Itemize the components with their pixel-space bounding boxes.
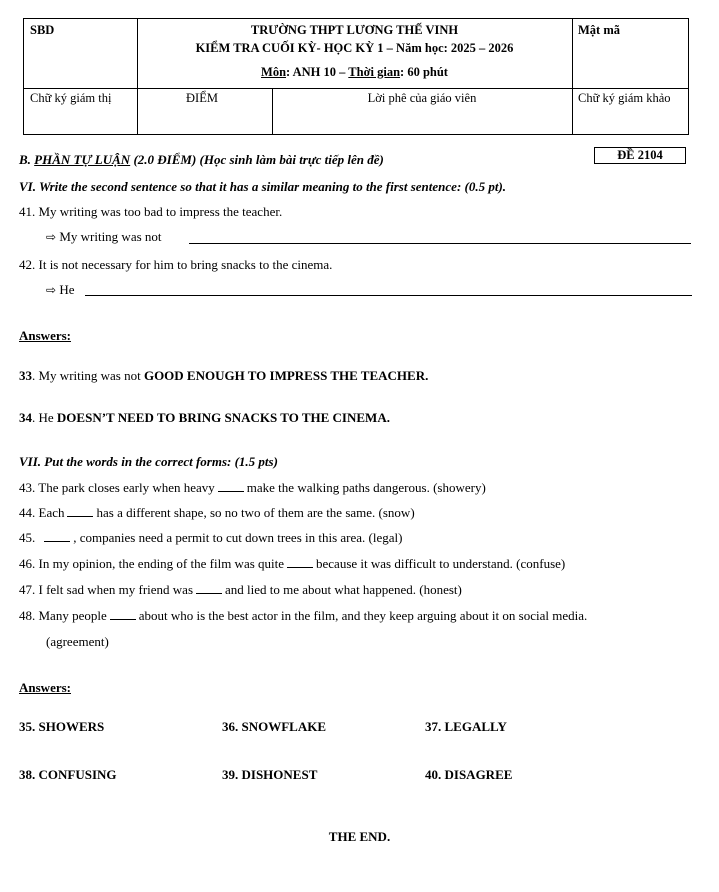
comment-label: Lời phê của giáo viên [367, 91, 477, 105]
section-b-title [19, 152, 384, 168]
exam-code-box: ĐỀ 2104 [594, 147, 686, 164]
end-text: THE END. [328, 829, 391, 844]
question-43-start: 43. The park closes early when heavy [19, 480, 215, 495]
time-label: Thời gian [348, 65, 401, 79]
subject-time [137, 65, 572, 80]
blank-43[interactable] [218, 482, 244, 492]
score-label: ĐIỂM [186, 91, 218, 105]
answer-36: 36. SNOWFLAKE [222, 719, 327, 734]
question-41-start: My writing was not [59, 229, 162, 244]
question-44-start: 44. Each [19, 505, 65, 520]
question-43 [19, 480, 486, 496]
answer-34 [19, 410, 390, 426]
question-41-rewrite [46, 229, 162, 245]
sbd-label: SBD [30, 23, 55, 37]
question-47-end: and lied to me about what happened. (honest) [225, 582, 462, 597]
question-47-start: 47. I felt sad when my friend was [19, 582, 194, 597]
question-48 [19, 608, 587, 624]
part-vi-instruction: VI. Write the second sentence so that it has a similar meaning to the first sentence: (0.5 pt). [19, 179, 507, 194]
subject-label: Môn [261, 65, 287, 79]
answer-39: 39. DISHONEST [222, 767, 318, 782]
section-b-suffix: (2.0 ĐIỂM) (Học sinh làm bài trực tiếp lên đề) [130, 152, 384, 167]
header-table [23, 18, 689, 135]
answer-33 [19, 368, 428, 384]
exam-title: KIỂM TRA CUỐI KỲ- HỌC KỲ 1 – Năm học: 2025 – 2026 [195, 41, 514, 55]
question-44 [19, 505, 415, 521]
question-46-end: because it was difficult to understand. (confuse) [316, 556, 566, 571]
question-44-end: has a different shape, so no two of them are the same. (snow) [96, 505, 415, 520]
examiner-label: Chữ ký giám khảo [578, 91, 671, 105]
invigilator-label: Chữ ký giám thị [30, 91, 112, 105]
section-b-underlined: PHẦN TỰ LUẬN [34, 152, 131, 167]
question-48-start: 48. Many people [19, 608, 107, 623]
answer-34-bold: DOESN’T NEED TO BRING SNACKS TO THE CINEMA. [56, 410, 390, 425]
answer-line-41[interactable] [189, 243, 691, 244]
answer-34-number: 34 [19, 410, 32, 425]
header-divider [24, 88, 688, 89]
answers-heading-vi: Answers: [19, 328, 71, 343]
question-46 [19, 556, 565, 572]
school-name: TRƯỜNG THPT LƯƠNG THẾ VINH [250, 23, 459, 37]
question-48-hint: (agreement) [46, 634, 109, 649]
answer-33-text: . My writing was not [32, 368, 144, 383]
section-b-prefix: B. [19, 152, 35, 167]
answer-35: 35. SHOWERS [19, 719, 105, 734]
blank-46[interactable] [287, 558, 313, 568]
part-vii-instruction: VII. Put the words in the correct forms: (1.5 pts) [19, 454, 278, 469]
answer-37: 37. LEGALLY [425, 719, 507, 734]
answer-33-number: 33 [19, 368, 32, 383]
blank-47[interactable] [196, 584, 222, 594]
question-42-rewrite [46, 282, 74, 298]
answer-38: 38. CONFUSING [19, 767, 117, 782]
answers-heading-vii: Answers: [19, 680, 71, 695]
blank-45[interactable] [44, 532, 70, 542]
arrow-icon: ⇨ [46, 230, 57, 244]
answer-40: 40. DISAGREE [425, 767, 513, 782]
time-value: : 60 phút [400, 65, 448, 79]
arrow-icon: ⇨ [46, 283, 57, 297]
blank-44[interactable] [67, 507, 93, 517]
question-42-start: He [59, 282, 75, 297]
code-label: Mật mã [578, 23, 620, 37]
question-43-end: make the walking paths dangerous. (showery) [246, 480, 486, 495]
question-48-end: about who is the best actor in the film, and they keep arguing about it on social media. [138, 608, 588, 623]
answer-33-bold: GOOD ENOUGH TO IMPRESS THE TEACHER. [143, 368, 429, 383]
question-46-start: 46. In my opinion, the ending of the film was quite [19, 556, 285, 571]
question-47 [19, 582, 462, 598]
question-41: 41. My writing was too bad to impress the teacher. [19, 204, 283, 219]
answer-34-text: . He [32, 410, 57, 425]
question-45 [19, 530, 402, 546]
answer-line-42[interactable] [85, 295, 692, 296]
question-45-start: 45. [19, 530, 36, 545]
question-45-end: , companies need a permit to cut down trees in this area. (legal) [73, 530, 403, 545]
subject-value: : ANH 10 – [286, 65, 349, 79]
question-42: 42. It is not necessary for him to bring snacks to the cinema. [19, 257, 333, 272]
blank-48[interactable] [110, 610, 136, 620]
header-divider [572, 19, 573, 135]
